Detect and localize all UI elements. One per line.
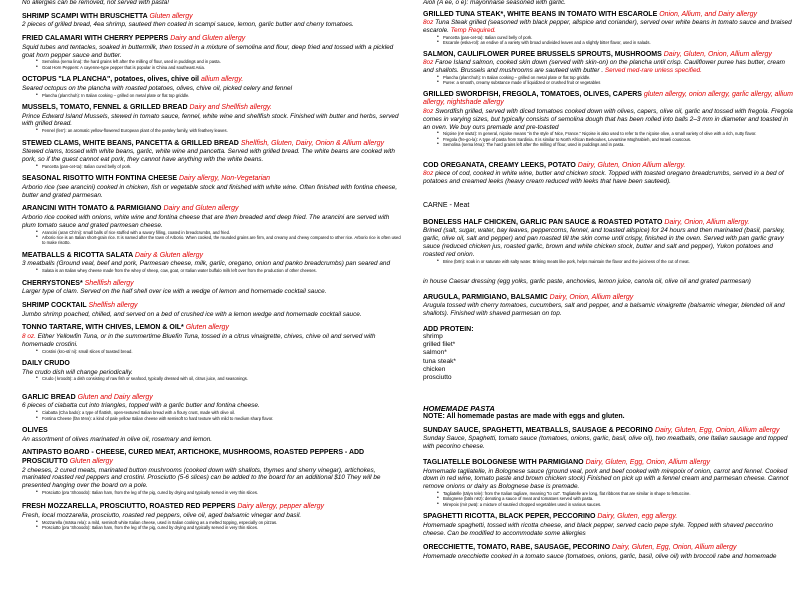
- description-text: Arugula tossed with cherry tomatoes, cucumbers, salt and pepper, and a balsamic vinaigrette (balsamic vinegar, blended oil and shallots). Finished with shaved parmesan on top.: [423, 302, 785, 318]
- protein-option: grilled filet*: [423, 341, 456, 349]
- item-description: [22, 44, 404, 60]
- item-description: [423, 19, 793, 35]
- glossary-note: • Mozzarella (mätsa rela): a mild, semisoft white Italian cheese, used in Italian cooking as a melted topping, especially on pizzas.: [42, 520, 404, 525]
- item-name: BONELESS HALF CHICKEN, GARLIC PAN SAUCE & ROASTED POTATO: [423, 218, 663, 226]
- item-name: TONNO TARTARE, WITH CHIVES, LEMON & OIL*: [22, 324, 184, 332]
- item-title: [423, 162, 793, 171]
- allergy-note: Gluten allergy: [69, 457, 113, 465]
- allergy-note: Shellfish allergy: [88, 301, 138, 309]
- menu-item: [423, 11, 793, 46]
- item-title: [423, 11, 793, 20]
- menu-item: [22, 104, 404, 134]
- protein-option: tuna steak*: [423, 357, 456, 365]
- glossary-note: • Escarole (eska-rol): an endive of a variety with broad undivided leaves and a slightly bitter flavor, used in salads.: [443, 40, 793, 45]
- glossary-notes: [423, 131, 793, 147]
- allergy-note: Dairy, Gluten, Egg, Onion, Allium allergy: [585, 458, 711, 466]
- glossary-note: • Tagliatelle (tälyə tele): from the Italian tagliare, meaning "to cut". Tagliatelle are long, flat ribbons that are similar in shape to fettuccine.: [443, 491, 793, 496]
- menu-item: [22, 205, 404, 245]
- item-description: [423, 468, 793, 491]
- glossary-notes: [22, 410, 404, 421]
- item-title: [423, 544, 793, 553]
- item-name: MEATBALLS & RICOTTA SALATA: [22, 251, 133, 259]
- menu-item: [22, 76, 404, 98]
- description-text: Prince Edward Island Mussels, stewed in tomato sauce, fennel, white wine and shellfish stock. Finished with butter and herbs, served with grilled bread.: [22, 112, 399, 128]
- glossary-notes: [423, 35, 793, 46]
- glossary-notes: [22, 376, 404, 381]
- menu-item: [22, 324, 404, 354]
- item-name: FRIED CALAMARI WITH CHERRY PEPPERS: [22, 35, 169, 43]
- glossary-note: • Semolina (sema lēna): The hard grains left after the milling of flour, used in puddings and in pasta.: [443, 142, 793, 147]
- item-name: MUSSELS, TOMATO, FENNEL & GRILLED BREAD: [22, 103, 188, 111]
- item-description: [22, 333, 404, 349]
- menu-item: [22, 252, 404, 274]
- menu-item: [423, 51, 793, 86]
- item-title: [22, 205, 404, 214]
- glossary-note: • Bolognese (bälə nēz): denoting a sauce of meat and tomatoes served with pasta.: [443, 496, 793, 501]
- glossary-note: • Pancetta (pan-cet-ta): Italian cured belly of pork.: [443, 35, 793, 40]
- glossary-note: • Pancetta (pan-cet-ta): Italian cured belly of pork.: [42, 164, 404, 169]
- allergy-note: Onion, Allium, and Dairy allergy: [659, 10, 757, 18]
- item-title: [423, 294, 793, 303]
- item-description: [22, 467, 404, 490]
- item-title: [22, 35, 404, 44]
- glossary-note: • Salata is an Italian whey cheese made from the whey of sheep, cow, goat, or Italian water buffalo milk left over from the production of other cheeses.: [42, 268, 404, 273]
- item-title: [22, 302, 404, 311]
- allergy-note: Dairy, Gluten, Onion Allium allergy.: [577, 161, 686, 169]
- description-text: Faroe Island salmon, cooked skin down (served with skin-on) on the plancha until crisp. Cauliflower puree has butter, cream and shallots. Brussels and mushrooms are sauteed with butter .: [423, 59, 785, 75]
- menu-item: [423, 459, 793, 507]
- glossary-note: • Plancha (plan'chuh): In Italian cooking – grilled on metal plate or flat top griddle.: [443, 75, 793, 80]
- item-title: [22, 360, 404, 369]
- description-text: Either Yellowfin Tuna, or in the summertime Bluefin Tuna, tossed in a citrus vinaigrette, chives, chive oil and served with homemade crostini.: [22, 332, 376, 348]
- item-title: [22, 76, 404, 85]
- item-name: SHRIMP COCKTAIL: [22, 301, 87, 309]
- glossary-note: • Crudo ( kroodō): a dish consisting of raw fish or seafood, typically dressed with oil, citrus juice, and seasonings.: [42, 376, 404, 381]
- description-text: Homemade spaghetti, tossed with ricotta cheese, and black pepper, served cacio pepe style. Topped with shaved peccorino cheese. Can be modified to accommodate some allergies: [423, 521, 774, 537]
- glossary-note: • Ciabatta (Cha bado): a type of flattish, open-textured Italian bread with a floury crust, made with olive oil.: [42, 410, 404, 415]
- glossary-note: • Niçoise (nē swäz): In general, niçoise means "in the style of Nice, France." Niçoise is also used to refer to the niçoise olive, a small variety of olive with a rich, nutty flavor.: [443, 131, 793, 136]
- glossary-note: • Puree: a smooth, creamy substance made of liquidized or crushed fruit or vegetables: [443, 80, 793, 85]
- item-name: STEWED CLAMS, WHITE BEANS, PANCETTA & GRILLED BREAD: [22, 139, 239, 147]
- allergy-note: Dairy, Onion, Allium allergy: [549, 293, 634, 301]
- top-note: No allergies can be removed, not served with pasta!: [22, 0, 170, 6]
- glossary-notes: [22, 164, 404, 169]
- item-title: [423, 51, 793, 60]
- menu-item: [22, 175, 404, 199]
- item-description: [22, 288, 404, 296]
- glossary-notes: [22, 128, 404, 133]
- description-text: Homemade orecchiette cooked in a tomato sauce (tomatoes, onions, garlic, basil, olive oil) with broccoli rabe and homemade: [423, 552, 777, 560]
- description-text: 2 cheeses, 2 cured meats, marinated button mushrooms (cooked down with shallots, thymes and sherry vinegar), artichokes, marinated roasted red peppers and crostini. Prosciutto (5-6 slices) can be added to the board for an additional $10 They will be presented hanging over the board on a pole.: [22, 466, 381, 490]
- allergy-note: Shellfish allergy: [84, 279, 134, 287]
- description-text: Tuna Steak grilled (seasoned with black pepper, allspice and coriander), served over white beans in tomato sauce and braised escarole.: [423, 19, 792, 35]
- item-name: SUNDAY SAUCE, SPAGHETTI, MEATBALLS, SAUSAGE & PECORINO: [423, 426, 653, 434]
- allergy-note: gluten allergy, onion allergy, garlic allergy, allium allergy, nightshade allergy: [423, 90, 793, 107]
- section-heading-protein: ADD PROTEIN:: [423, 325, 474, 333]
- glossary-notes: [22, 490, 404, 495]
- item-title: [423, 427, 793, 436]
- item-description: [22, 214, 404, 230]
- menu-item: [423, 544, 793, 560]
- left-column: [22, 0, 404, 531]
- item-title: [22, 175, 404, 184]
- item-name: GARLIC BREAD: [22, 393, 76, 401]
- item-description: [22, 148, 404, 164]
- item-description: [423, 227, 793, 258]
- allergy-note: Gluten allergy: [185, 324, 229, 332]
- item-description: [22, 402, 404, 410]
- allergy-note: Dairy & Gluten allergy: [134, 251, 203, 259]
- description-text: 3 meatballs (Ground veal, beef and pork, Parmesan cheese, milk, garlic, oregano, onion and panko breadcrumbs) pan seared and: [22, 260, 391, 268]
- item-name: OCTOPUS "LA PLANCHA", potatoes, olives, chive oil: [22, 76, 199, 84]
- glossary-notes: [22, 268, 404, 273]
- section-heading-carne: CARNE - Meat: [423, 201, 470, 209]
- item-title: [22, 503, 404, 512]
- menu-item: [22, 140, 404, 170]
- menu-item: [423, 513, 793, 537]
- menu-item: [22, 35, 404, 70]
- item-name: SPAGHETTI RICOTTA, BLACK PEPER, PECCORINO: [423, 513, 596, 521]
- description-text: in house Caesar dressing (egg yolks, garlic paste, anchovies, lemon juice, canola oil, olive oil and grated parmesan): [423, 277, 751, 285]
- item-description: [22, 260, 404, 268]
- menu-item: [423, 162, 793, 186]
- menu-item: [22, 280, 404, 296]
- glossary-notes: [423, 75, 793, 86]
- description-text: An assortment of olives marinated in olive oil, rosemary and lemon.: [22, 435, 213, 443]
- glossary-notes: [22, 230, 404, 246]
- protein-option: shrimp: [423, 332, 443, 340]
- menu-item: [423, 219, 793, 264]
- item-name: DAILY CRUDO: [22, 359, 70, 367]
- item-title: [22, 140, 404, 149]
- item-description: [423, 553, 793, 561]
- glossary-note: • Fregola (fre-go-la): A type of pasta from Sardinia. It is similar to North African Berkoukes, Levantine Moghrabieh, and Israeli couscous.: [443, 137, 793, 142]
- allergy-note: Dairy, Gluten, egg allergy.: [597, 513, 678, 521]
- glossary-note: • Goat Horn Peppers: A cayenne-type pepper that is popular in China and southeast Asia.: [42, 65, 404, 70]
- item-description: [22, 512, 404, 520]
- glossary-note: • Arborio rice is an Italian short-grain rice. It is named after the town of Arborio. When cooked, the rounded grains are firm, and creamy and chewy compared to other rice. Arborio rice is often used to make risotto.: [42, 235, 404, 246]
- allergy-note: Dairy and Shellfish allergy.: [189, 103, 272, 111]
- right-column: [423, 0, 793, 561]
- glossary-notes: [22, 349, 404, 354]
- item-description: [22, 311, 404, 319]
- item-name: GRILLED SWORDFISH, FREGOLA, TOMATOES, OLIVES, CAPERS: [423, 90, 642, 98]
- item-name: ANTIPASTO BOARD - CHEESE, CURED MEAT, ARTICHOKE, MUSHROOMS, ROASTED PEPPERS - ADD PROSCIUTTO: [22, 449, 365, 465]
- item-description: [423, 108, 793, 131]
- menu-item: [22, 449, 404, 495]
- item-title: [22, 449, 404, 466]
- glossary-note: • Crostini (kro-stiˈni): small slices of toasted bread.: [42, 349, 404, 354]
- item-title: [423, 513, 793, 522]
- menu-item: [22, 394, 404, 421]
- description-text: Swordfish grilled, served with diced tomatoes cooked down with olives, capers, olive oil, garlic and tossed with fregola. Fregola comes in varying sizes, but typically consists of semolina dough that has been rolled into balls 2–3 mm in diameter and toasted in an oven. We buy ours premade and pre-toasted: [423, 107, 793, 131]
- menu-item: [423, 91, 793, 148]
- glossary-notes: [423, 259, 793, 264]
- item-description: [22, 369, 404, 377]
- temp-note: Served med-rare unless specified.: [603, 67, 702, 75]
- item-description: [22, 184, 404, 200]
- description-text: Stewed clams, tossed with white beans, garlic, white wine and pancetta. Served with grilled bread. The white beans are cooked with pork, so if the guest cannot eat pork, they cannot have anything with the white beans.: [22, 148, 395, 163]
- description-text: 6 pieces of ciabatta cut into triangles, topped with a garlic butter and fontina cheese.: [22, 402, 260, 410]
- allergy-note: Gluten and Dairy allergy: [77, 393, 153, 401]
- glossary-notes: [423, 491, 793, 507]
- item-description: [423, 170, 793, 186]
- item-description: [423, 435, 793, 451]
- item-name: ARANCINI WITH TOMATO & PARMIGIANO: [22, 205, 162, 213]
- protein-option: chicken: [423, 365, 446, 373]
- item-title: [22, 280, 404, 289]
- allergy-note: Gluten allergy: [149, 12, 193, 20]
- item-description: [423, 302, 793, 318]
- glossary-note: • Arancini (aran Chi'ni): small balls of rice stuffed with a savory filling, coated in breadcrumbs, and fried.: [42, 230, 404, 235]
- item-title: [22, 324, 404, 333]
- temp-note: Temp Required.: [448, 27, 496, 35]
- portion-size: 8oz: [423, 107, 434, 115]
- item-name: CHERRYSTONES*: [22, 279, 83, 287]
- protein-option: salmon*: [423, 349, 447, 357]
- allergy-note: Dairy, Gluten, Egg, Onion, Allium allergy: [654, 426, 780, 434]
- item-title: [22, 394, 404, 403]
- glossary-notes: [22, 59, 404, 70]
- portion-size: 8 oz.: [22, 332, 36, 340]
- description-text: Sunday Sauce, Spaghetti, tomato sauce (tomatoes, onions, garlic, basil, olive oil), two meatballs, one Italian sausage and topped with pecorino cheese.: [423, 435, 788, 451]
- allergy-note: Dairy, Gluten, Onion, Allium allergy: [663, 50, 772, 58]
- description-text: 2 pieces of grilled bread, 4ea shrimp, sauteed then coated in scampi sauce, lemon, garlic butter and cherry tomatoes.: [22, 21, 354, 29]
- item-description: [22, 436, 404, 444]
- glossary-note: • Prosciutto (pra 'Shooodo): Italian ham, from the leg of the pig, cured by drying and typically served in very thin slices.: [42, 490, 404, 495]
- item-description: [423, 522, 793, 538]
- item-name: GRILLED TUNA STEAK*, WHITE BEANS IN TOMATO WITH ESCAROLE: [423, 10, 658, 18]
- glossary-note: • Prosciutto (pra 'Shooodo): Italian ham, from the leg of the pig, cured by drying and typically served in very thin slices.: [42, 525, 404, 530]
- item-name: ORECCHIETTE, TOMATO, RABE, SAUSAGE, PECORINO: [423, 544, 611, 552]
- menu-item: [22, 13, 404, 29]
- menu-item: [423, 278, 793, 286]
- item-description: [423, 59, 793, 75]
- item-name: SEASONAL RISOTTO WITH FONTINA CHEESE: [22, 175, 178, 183]
- item-description: [423, 278, 793, 286]
- item-name: FRESH MOZZARELLA, PROSCIUTTO, ROASTED RED PEPPERS: [22, 503, 236, 511]
- description-text: Brined (salt, sugar, water, bay leaves, peppercorns, fennel, and toasted allspice) for 24 hours and then marinated (basil, parsley, garlic, olive oil, salt and pepper) and pan roasted till the skin come until crispy, finished in the oven. Served with pan garlic gravy sauce (reduced chicken jus, roasted garlic, brown and white chicken stock, butter and salt and pepper), Yukon potatoes and roasted red onion.: [423, 227, 785, 258]
- allergy-note: Dairy allergy, pepper allergy: [237, 503, 324, 511]
- description-text: Arborio rice cooked with onions, white wine and fontina cheese that are then breaded and deep fried. The arancini are served with plum tomato sauce and grated parmesan cheese.: [22, 213, 390, 229]
- glossary-note: • Fontina Cheese (fän tēnə): a kind of pale yellow Italian cheese with semisoft to hard texture with mild to medium sharp flavor.: [42, 416, 404, 421]
- allergy-note: Dairy and Gluten allergy: [163, 205, 239, 213]
- menu-item: [22, 503, 404, 530]
- item-title: [423, 91, 793, 108]
- top-note: Aioli (A ēē, ō ē): mayonnaise seasoned with garlic.: [423, 0, 566, 6]
- menu-item: [22, 360, 404, 382]
- glossary-note: • Fennel (fen'): an aromatic yellow-flowered European plant of the parsley family, with feathery leaves.: [42, 128, 404, 133]
- allergy-note: Dairy, Gluten, Egg, Onion, Allium allergy: [612, 544, 737, 552]
- allergy-note: Shellfish, Gluten, Dairy, Onion & Allium allergy: [240, 139, 384, 147]
- glossary-notes: [22, 93, 404, 98]
- section-heading-pasta: HOMEMADE PASTA: [423, 404, 495, 414]
- item-title: [423, 219, 793, 228]
- item-name: SHRIMP SCAMPI WITH BRUSCHETTA: [22, 12, 148, 20]
- portion-size: 8oz: [423, 59, 434, 67]
- description-text: piece of cod, cooked in white wine, butter and chicken stock. Topped with toasted oregano breadcrumbs, served in a bed of potatoes and creamed leeks (heavy cream reduced with leeks that have been sauteed).: [423, 170, 784, 185]
- glossary-note: • Semolina (sema lina): the hard grains left after the milling of flour, used in puddings and in pasta.: [42, 59, 404, 64]
- glossary-notes: [22, 520, 404, 531]
- item-title: [22, 252, 404, 261]
- description-text: Fresh, local mozzarella, prosciutto, roasted red peppers, olive oil, aged balsamic vinegar and basil.: [22, 511, 302, 519]
- item-title: [423, 459, 793, 468]
- menu-item: [423, 294, 793, 318]
- glossary-note: • Brine (brīn): soak in or saturate with salty water. Brining meats like pork, helps maintain the flavor and the juiciness of the cut of meat.: [443, 259, 793, 264]
- item-title: [22, 13, 404, 22]
- item-description: [22, 85, 404, 93]
- description-text: Jumbo shrimp poached, chilled, and served on a bed of crushed ice with a lemon wedge and homemade cocktail sauce.: [22, 310, 362, 318]
- glossary-note: • Mirepoix (mir pwä): a mixture of sautéed chopped vegetables used in various sauces.: [443, 502, 793, 507]
- item-title: [22, 104, 404, 113]
- description-text: Arborio rice (see arancini) cooked in chicken, fish or vegetable stock and finished with white wine. Often finished with fontina cheese, butter and grated parmesan.: [22, 183, 398, 199]
- protein-option: prosciutto: [423, 373, 452, 381]
- item-description: [22, 113, 404, 129]
- description-text: Larger type of clam. Served on the half shell over ice with a wedge of lemon and homemade cocktail sauce.: [22, 288, 327, 296]
- item-name: TAGLIATELLE BOLOGNESE WITH PARMIGIANO: [423, 458, 584, 466]
- allergy-note: Dairy, Onion, Allium allergy.: [664, 218, 750, 226]
- pasta-note: NOTE: All homemade pastas are made with eggs and gluten.: [423, 413, 625, 421]
- description-text: Squid tubes and tentacles, soaked in buttermilk, then tossed in a mixture of semolina and flour, deep fried and tossed with a pickled goat horn pepper sauce and butter.: [22, 43, 394, 59]
- item-name: SALMON, CAULIFLOWER PUREE BRUSSELS SPROUTS, MUSHROOMS: [423, 50, 662, 58]
- glossary-note: • Plancha (plan'chuh): In Italian cooking – grilled on metal plate or flat top griddle.: [42, 93, 404, 98]
- item-description: [22, 21, 404, 29]
- menu-item: [423, 427, 793, 451]
- allergy-note: allium allergy.: [200, 76, 244, 84]
- portion-size: 8oz: [423, 19, 434, 27]
- item-name: OLIVES: [22, 426, 48, 434]
- item-name: COD OREGANATA, CREAMY LEEKS, POTATO: [423, 161, 576, 169]
- description-text: The crudo dish will change periodically.: [22, 368, 133, 376]
- allergy-note: Dairy and Gluten allergy: [170, 35, 246, 43]
- item-name: ARUGULA, PARMIGIANO, BALSAMIC: [423, 293, 548, 301]
- description-text: Seared octopus on the plancha with roasted potatoes, olives, chive oil, picked celery and fennel: [22, 84, 292, 92]
- portion-size: 8oz: [423, 170, 434, 178]
- description-text: Homemade tagliatelle, in Bolognese sauce (ground veal, pork and beef cooked with mirepoix of onion, carrot and fennel. Cooked down in red wine, tomato paste and brown chicken stock) Finished on pick up with a fennel cream and parmesan cheese. Cannot remove onions or dairy as Bolognese base is premade.: [423, 467, 789, 491]
- allergy-note: Dairy allergy, Non-Vegetarian: [179, 175, 271, 183]
- item-title: [22, 427, 404, 436]
- menu-item: [22, 302, 404, 318]
- menu-item: [22, 427, 404, 443]
